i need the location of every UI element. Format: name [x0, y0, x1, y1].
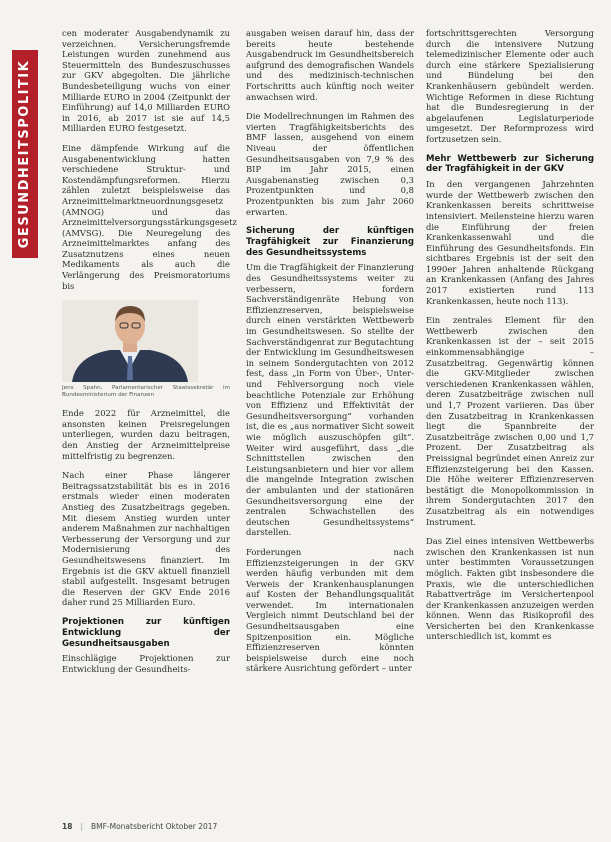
footer-separator: | — [80, 822, 83, 831]
section-sidebar — [12, 50, 38, 258]
photo-caption: Jens Spahn, Parlamentarischer Staatssekretär im Bundesministerium der Finanzen — [62, 385, 230, 399]
text-column-2 — [246, 28, 414, 683]
section-heading: Projektionen zur künftigen Entwicklung der Gesundheitsausgaben — [62, 616, 230, 649]
paragraph: Forderungen nach Effizienzsteigerungen in der GKV werden häufig verbunden mit dem Verweis der Krankenhausplanungen auf Kosten der Behandlungsqualität verwendet. Im internationalen Vergleich nimmt Deutschland bei der Gesundheitsausgaben eine Spitzenposition ein. Mögliche Effizienzreserven könnten beispielsweise durch eine noch stärkere Ausrichtung gefördert – unter — [246, 546, 414, 674]
publication-name: BMF-Monatsbericht Oktober 2017 — [90, 822, 218, 831]
section-heading: Mehr Wettbewerb zur Sicherung der Tragfähigkeit in der GKV — [426, 153, 594, 175]
page-footer — [62, 822, 582, 831]
paragraph: ausgaben weisen darauf hin, dass der bereits heute bestehende Ausgabendruck im Gesundheitsbereich aufgrund des demografischen Wandels und des medizinisch-technischen Fortschritts auch künftig noch weiter anwachsen wird. — [246, 28, 414, 102]
paragraph: In den vergangenen Jahrzehnten wurde der Wettbewerb zwischen den Krankenkassen bereits schrittweise intensiviert. Meilensteine hierzu waren die Einführung der freien Krankenkassenwahl und die Einführung des Gesundheitsfonds. Ein sichtbares Ergebnis ist der seit den 1990er Jahren anhaltende Rückgang an Krankenkassen (Anfang des Jahres 2017 existierten rund 113 Krankenkassen, heute noch 113). — [426, 179, 594, 306]
paragraph: Einschlägige Projektionen zur Entwicklung der Gesundheits- — [62, 653, 230, 674]
page-number: 18 — [62, 822, 73, 831]
paragraph: Das Ziel eines intensiven Wettbewerbs zwischen den Krankenkassen ist nun unter bestimmten Voraussetzungen möglich. Fakten gibt insbesondere die Praxis, wie die unterschiedlichen Rabattverträge im Versichertenpool der Krankenkassen anzuzeigen werden können. Wenn das Risikoprofil des Versicherten bei den Krankenkasse unterschiedlich ist, kommt es — [426, 536, 594, 642]
portrait-photo — [62, 300, 198, 382]
text-column-3 — [426, 28, 594, 651]
paragraph: Nach einer Phase längerer Beitragssatzstabilität bis es in 2016 erstmals wieder einen moderaten Anstieg des Zusatzbeitrags gegeben. Mit diesem Anstieg wurden unter anderem Maßnahmen zur nachhaltigen Verbesserung der Versorgung und zur Modernisierung des Gesundheitswesens finanziert. Im Ergebnis ist die GKV aktuell finanziell stabil aufgestellt. Insgesamt betrugen die Reserven der GKV Ende 2016 daher rund 25 Milliarden Euro. — [62, 470, 230, 608]
paragraph: fortschrittsgerechten Versorgung durch die intensivere Nutzung telemedizinischer Elemente oder auch durch eine stärkere Spezialisierung und Bündelung bei den Krankenhäusern gebündelt werden. Wichtige Reformen in diese Richtung hat die Bundesregierung in der abgelaufenen Legislaturperiode umgesetzt. Der Reformprozess wird fortzusetzen sein. — [426, 28, 594, 144]
paragraph: Um die Tragfähigkeit der Finanzierung des Gesundheitssystems weiter zu verbessern, fordern Sachverständigenräte Hebung von Effizienzreserven, beispielsweise durch einen verstärkten Wettbewerb im Gesundheitswesen. So stellte der Sachverständigenrat zur Begutachtung der Entwicklung im Gesundheitswesen in seinem Sondergutachten von 2012 fest, dass „in Form von Über-, Unter- und Fehlversorgung noch viele beachtliche Potenziale zur Erhöhung von Effizienz und Effektivität der Gesundheitsversorgung“ vorhanden ist, die es „aus normativer Sicht soweit wie möglich auszuschöpfen gilt“. Weiter wird ausgeführt, dass „die Schnittstellen zwischen den Leistungsanbietern und hier vor allem die mangelnde Integration zwischen der ambulanten und der stationären Gesundheitsversorgung eine der zentralen Schwachstellen des deutschen Gesundheitssystems“ darstellen. — [246, 262, 414, 538]
section-label: GESUNDHEITSPOLITIK — [17, 59, 32, 249]
paragraph: Die Modellrechnungen im Rahmen des vierten Tragfähigkeitsberichts des BMF lassen, ausgehend von einem Niveau der öffentlichen Gesundheitsausgaben von 7,9 % des BIP im Jahr 2015, einen Ausgabenanstieg zwischen 0,3 Prozentpunkten und 0,8 Prozentpunkten bis zum Jahr 2060 erwarten. — [246, 111, 414, 217]
text-column-1 — [62, 28, 237, 684]
paragraph: Ende 2022 für Arzneimittel, die ansonsten keinen Preisregelungen unterliegen, wurden dazu beitragen, den Anstieg der Arzneimittelpreise mittelfristig zu begrenzen. — [62, 408, 230, 461]
paragraph: Eine dämpfende Wirkung auf die Ausgabenentwicklung hatten verschiedene Struktur- und Kostendämpfungsreformen. Hierzu zählen zuletzt beispielsweise das Arzneimittelmarktneuordnungsgesetz (AMNOG) und das Arzneimittelversorgungsstärkungsgesetz (AMVSG). Die Neuregelung des Arzneimittelmarktes anfang des Zusatznutzens eines neuen Medikaments als auch die Verlängerung des Preismoratoriums bis — [62, 142, 237, 291]
paragraph: Ein zentrales Element für den Wettbewerb zwischen den Krankenkassen ist der – seit 2015 einkommensabhängige – Zusatzbeitrag. Gegenwärtig können die GKV-Mitglieder zwischen verschiedenen Krankenkassen wählen, deren Zusatzbeiträge zwischen null und 1,7 Prozent variieren. Das über den Zusatzbeitrag in Krankenkassen liegt die Spannbreite der Zusatzbeiträge zwischen 0,00 und 1,7 Prozent. Der Zusatzbeitrag als Preissignal begründet einen Anreiz zur Effizienzsteigerung bei den Kassen. Die Höhe weiterer Effizienzreserven bestätigt die Monopolkommission in ihrem Sondergutachten 2017 den Zusatzbeitrag als ein notwendiges Instrument. — [426, 315, 594, 527]
paragraph: cen moderater Ausgabendynamik zu verzeichnen. Versicherungsfremde Leistungen wurden zunehmend aus Steuermitteln des Bundeszuschusses zur GKV abgegolten. Die jährliche Bundesbeteiligung wuchs von einer Milliarde EURO in 2004 (Zeitpunkt der Einführung) auf 14,0 Milliarden EURO in 2016, ab 2017 ist sie auf 14,5 Milliarden EURO festgesetzt. — [62, 28, 230, 134]
portrait-image — [62, 300, 198, 382]
section-heading: Sicherung der künftigen Tragfähigkeit zur Finanzierung des Gesundheitssystems — [246, 226, 414, 258]
